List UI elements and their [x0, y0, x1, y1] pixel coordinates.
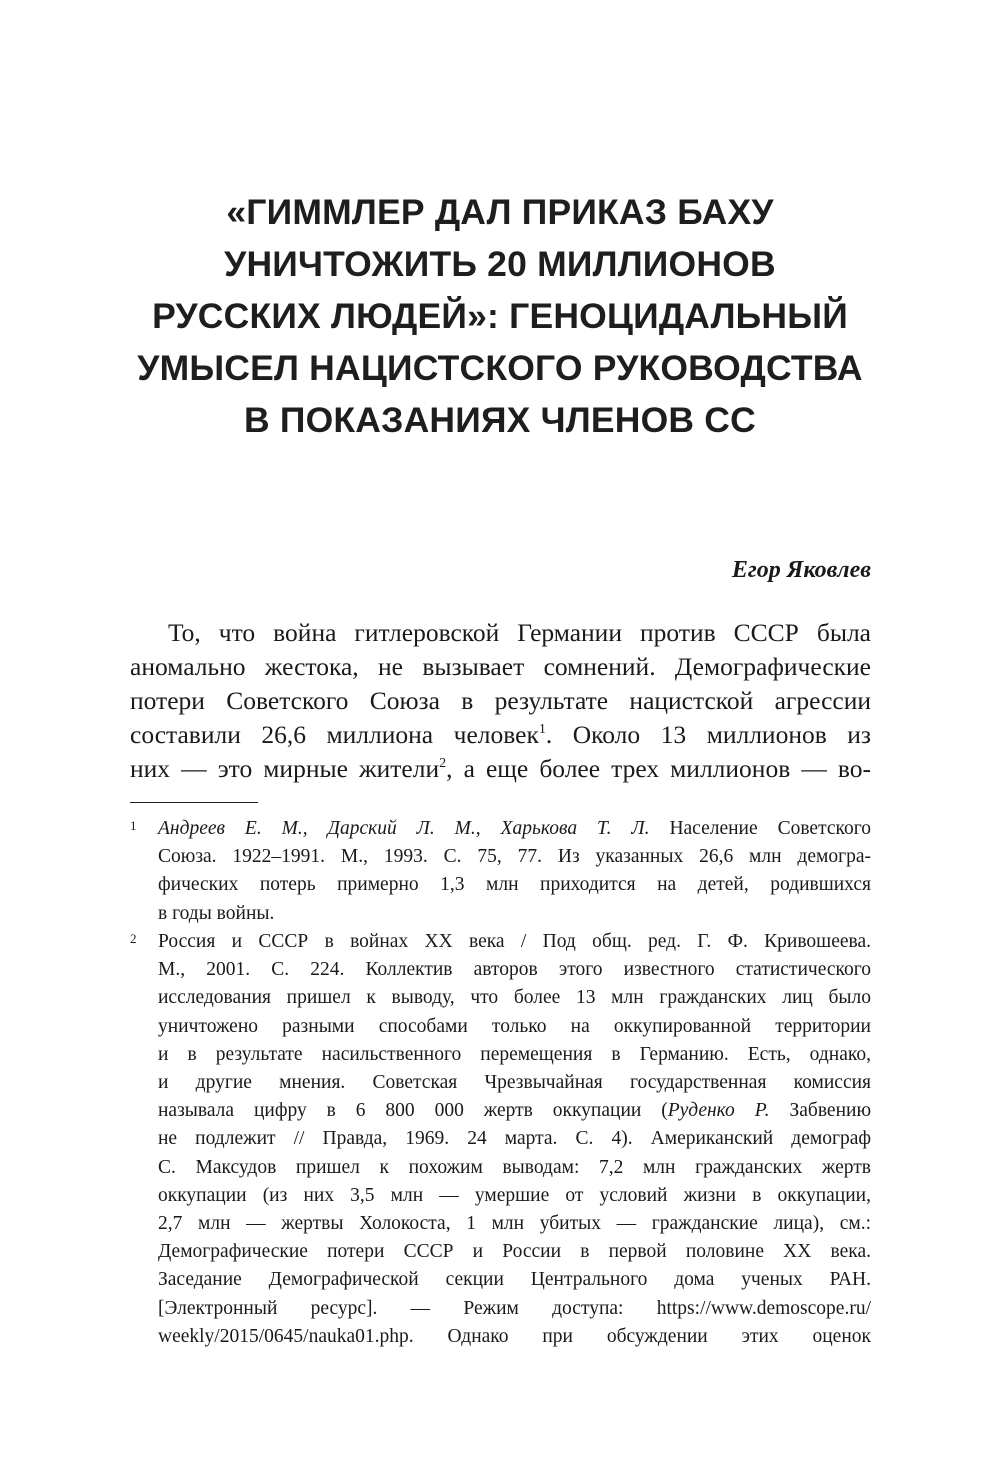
- author-name: Егор Яковлев: [731, 557, 871, 583]
- footnote-line: оккупации (из них 3,5 млн — умершие от условий жизни в оккупации,: [158, 1184, 871, 1206]
- footnote-number: 2: [130, 931, 137, 946]
- footnote-authors: Руденко Р.: [667, 1100, 770, 1122]
- body-text-segment: них — это мирные жители: [130, 754, 440, 783]
- body-line: [130, 752, 871, 786]
- footnote-1: [130, 815, 871, 928]
- footnote-line: Союза. 1922–1991. М., 1993. С. 75, 77. Из указанных 26,6 млн демогра-: [158, 846, 871, 868]
- footnote-number: 1: [130, 818, 137, 833]
- body-text-segment: , а еще более трех миллионов — во-: [446, 754, 872, 783]
- footnote-ref-1[interactable]: 1: [538, 722, 546, 737]
- title-line: РУССКИХ ЛЮДЕЙ»: ГЕНОЦИДАЛЬНЫЙ: [152, 296, 848, 336]
- footnote-body: [158, 815, 871, 928]
- footnote-line: 2,7 млн — жертвы Холокоста, 1 млн убитых — гражданские лица), см.:: [158, 1213, 871, 1235]
- footnote-line: и в результате насильственного перемещения в Германию. Есть, однако,: [158, 1043, 871, 1065]
- footnote-line: в годы войны.: [158, 902, 275, 924]
- footnote-text-segment: Забвению: [769, 1100, 872, 1122]
- footnote-line: С. Максудов пришел к похожим выводам: 7,2 млн гражданских жертв: [158, 1156, 871, 1178]
- footnote-separator: [130, 802, 258, 803]
- footnote-line: исследования пришел к выводу, что более 13 млн гражданских лиц было: [158, 987, 871, 1009]
- footnote-line: Демографические потери СССР и России в первой половине ХХ века.: [158, 1241, 871, 1263]
- footnote-body: [158, 928, 871, 1351]
- footnote-line: уничтожено разными способами только на оккупированной территории: [158, 1015, 871, 1037]
- body-line: потери Советского Союза в результате нацистской агрессии: [130, 686, 871, 715]
- footnote-line: [158, 1097, 871, 1125]
- footnote-line: фических потерь примерно 1,3 млн приходится на детей, родившихся: [158, 874, 871, 896]
- title-line: УМЫСЕЛ НАЦИСТСКОГО РУКОВОДСТВА: [137, 348, 863, 388]
- title-line: «ГИММЛЕР ДАЛ ПРИКАЗ БАХУ: [226, 192, 774, 232]
- footnote-text-segment: Население Советского: [649, 818, 871, 839]
- footnote-line: Россия и СССР в войнах ХХ века / Под общ. ред. Г. Ф. Кривошеева.: [158, 931, 871, 952]
- body-line: аномально жестока, не вызывает сомнений. Демографические: [130, 652, 871, 681]
- title-line: В ПОКАЗАНИЯХ ЧЛЕНОВ СС: [244, 400, 756, 440]
- footnote-line: [Электронный ресурс]. — Режим доступа: https://www.demoscope.ru/: [158, 1297, 871, 1319]
- footnote-line: Заседание Демографической секции Центрального дома ученых РАН.: [158, 1269, 871, 1291]
- footnote-text-segment: называла цифру в 6 800 000 жертв оккупации (: [158, 1100, 668, 1122]
- footnote-2: [130, 928, 871, 1351]
- title-line: УНИЧТОЖИТЬ 20 МИЛЛИОНОВ: [224, 244, 776, 284]
- footnote-line: и другие мнения. Советская Чрезвычайная государственная комиссия: [158, 1072, 871, 1094]
- body-line: [130, 718, 871, 752]
- body-paragraph: [130, 616, 871, 786]
- body-text-segment: . Около 13 миллионов из: [545, 720, 871, 749]
- footnote-line: weekly/2015/0645/nauka01.php. Однако при обсуждении этих оценок: [158, 1325, 871, 1347]
- body-line: То, что война гитлеровской Германии против СССР была: [168, 618, 871, 647]
- footnote-authors: Андреев Е. М., Дарский Л. М., Харькова Т. Л.: [158, 818, 650, 839]
- footnote-line: М., 2001. С. 224. Коллектив авторов этого известного статистического: [158, 959, 871, 981]
- chapter-title: [100, 186, 900, 446]
- footnote-line: не подлежит // Правда, 1969. 24 марта. С. 4). Американский демограф: [158, 1128, 871, 1150]
- body-text-segment: составили 26,6 миллиона человек: [130, 720, 539, 749]
- footnote-ref-2[interactable]: 2: [439, 756, 447, 771]
- footnote-line: [158, 815, 871, 843]
